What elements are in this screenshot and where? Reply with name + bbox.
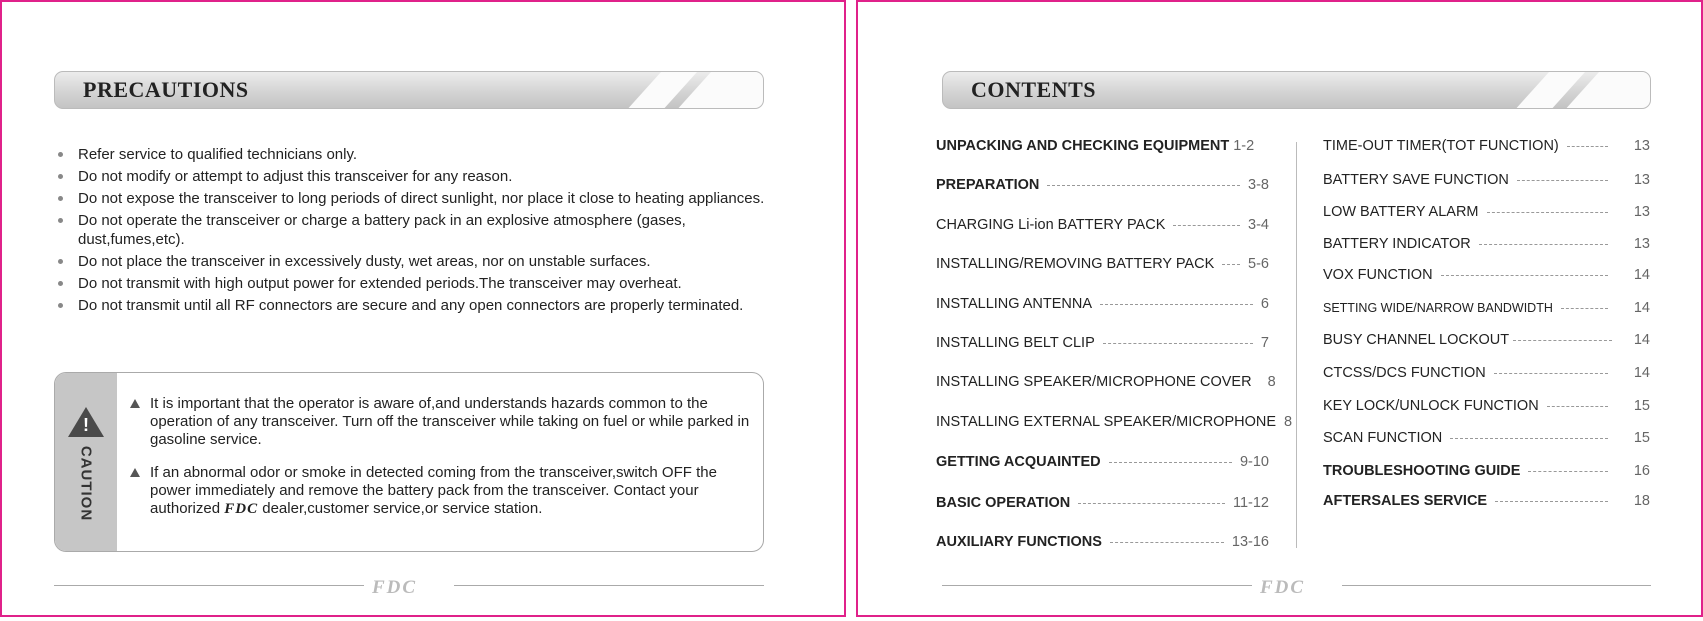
section-header-band <box>54 71 764 109</box>
toc-entry[interactable]: TROUBLESHOOTING GUIDE 16 <box>1323 463 1650 479</box>
footer-rule <box>454 585 764 586</box>
exclamation-icon: ! <box>83 415 89 435</box>
toc-entry[interactable]: KEY LOCK/UNLOCK FUNCTION 15 <box>1323 398 1650 414</box>
toc-entry[interactable]: SETTING WIDE/NARROW BANDWIDTH 14 <box>1323 300 1650 316</box>
toc-entry[interactable]: UNPACKING AND CHECKING EQUIPMENT 1-2 <box>936 138 1255 154</box>
footer-logo: FDC <box>1260 577 1306 598</box>
toc-entry[interactable]: INSTALLING EXTERNAL SPEAKER/MICROPHONE 8 <box>936 414 1293 430</box>
toc-entry[interactable]: CHARGING Li-ion BATTERY PACK 3-4 <box>936 217 1269 233</box>
toc-entry[interactable]: INSTALLING BELT CLIP 7 <box>936 335 1269 351</box>
footer-rule <box>1342 585 1651 586</box>
caution-item: If an abnormal odor or smoke in detected coming from the transceiver,switch OFF the power immediately and remove the battery pack from the transceiver. Contact your authorized FDC dealer,customer service,or service station. <box>129 464 753 518</box>
list-item: Do not transmit with high output power for extended periods.The transceiver may overheat. <box>54 274 774 293</box>
caution-item: It is important that the operator is aware of,and understands hazards common to the operation of any transceiver. Turn off the transceiver while taking on fuel or while parked in gasoline service. <box>129 395 753 449</box>
toc-entry[interactable]: SCAN FUNCTION 15 <box>1323 430 1650 446</box>
list-item: Do not expose the transceiver to long periods of direct sunlight, nor place it close to heating appliances. <box>54 189 774 208</box>
toc-entry[interactable]: BATTERY SAVE FUNCTION 13 <box>1323 172 1650 188</box>
precautions-page <box>0 0 846 617</box>
page-footer <box>942 576 1651 596</box>
toc-entry[interactable]: INSTALLING/REMOVING BATTERY PACK 5-6 <box>936 256 1269 272</box>
list-item: Do not operate the transceiver or charge a battery pack in an explosive atmosphere (gases, dust,fumes,etc). <box>54 211 774 249</box>
page-title: CONTENTS <box>971 77 1097 102</box>
footer-logo: FDC <box>372 577 418 598</box>
toc-entry[interactable]: VOX FUNCTION 14 <box>1323 267 1650 283</box>
toc-entry[interactable]: BUSY CHANNEL LOCKOUT 14 <box>1323 332 1650 348</box>
list-item: Do not transmit until all RF connectors are secure and any open connectors are properly terminated. <box>54 296 774 315</box>
footer-rule <box>54 585 364 586</box>
list-item: Do not modify or attempt to adjust this transceiver for any reason. <box>54 167 774 186</box>
toc-entry[interactable]: INSTALLING ANTENNA 6 <box>936 296 1269 312</box>
toc-entry[interactable]: PREPARATION 3-8 <box>936 177 1269 193</box>
list-item: Refer service to qualified technicians only. <box>54 145 774 164</box>
brand-logo-inline: FDC <box>224 501 259 517</box>
footer-rule <box>942 585 1252 586</box>
toc-entry[interactable]: LOW BATTERY ALARM 13 <box>1323 204 1650 220</box>
precautions-list <box>54 145 774 318</box>
page-title: PRECAUTIONS <box>83 77 249 102</box>
caution-label: CAUTION <box>77 445 95 522</box>
toc-entry[interactable]: CTCSS/DCS FUNCTION 14 <box>1323 365 1650 381</box>
contents-page <box>856 0 1703 617</box>
caution-box <box>54 372 764 552</box>
toc-entry[interactable]: BASIC OPERATION 11-12 <box>936 495 1269 511</box>
toc-entry[interactable]: AUXILIARY FUNCTIONS 13-16 <box>936 534 1269 550</box>
caution-sidebar <box>55 373 117 551</box>
toc-entry[interactable]: AFTERSALES SERVICE 18 <box>1323 493 1650 509</box>
toc-entry[interactable]: GETTING ACQUAINTED 9-10 <box>936 454 1269 470</box>
page-footer <box>54 576 764 596</box>
toc-entry[interactable]: BATTERY INDICATOR 13 <box>1323 236 1650 252</box>
column-divider <box>1296 142 1297 548</box>
section-header-band <box>942 71 1651 109</box>
list-item: Do not place the transceiver in excessively dusty, wet areas, nor on unstable surfaces. <box>54 252 774 271</box>
toc-entry[interactable]: INSTALLING SPEAKER/MICROPHONE COVER 8 <box>936 374 1276 390</box>
toc-entry[interactable]: TIME-OUT TIMER(TOT FUNCTION) 13 <box>1323 138 1650 154</box>
